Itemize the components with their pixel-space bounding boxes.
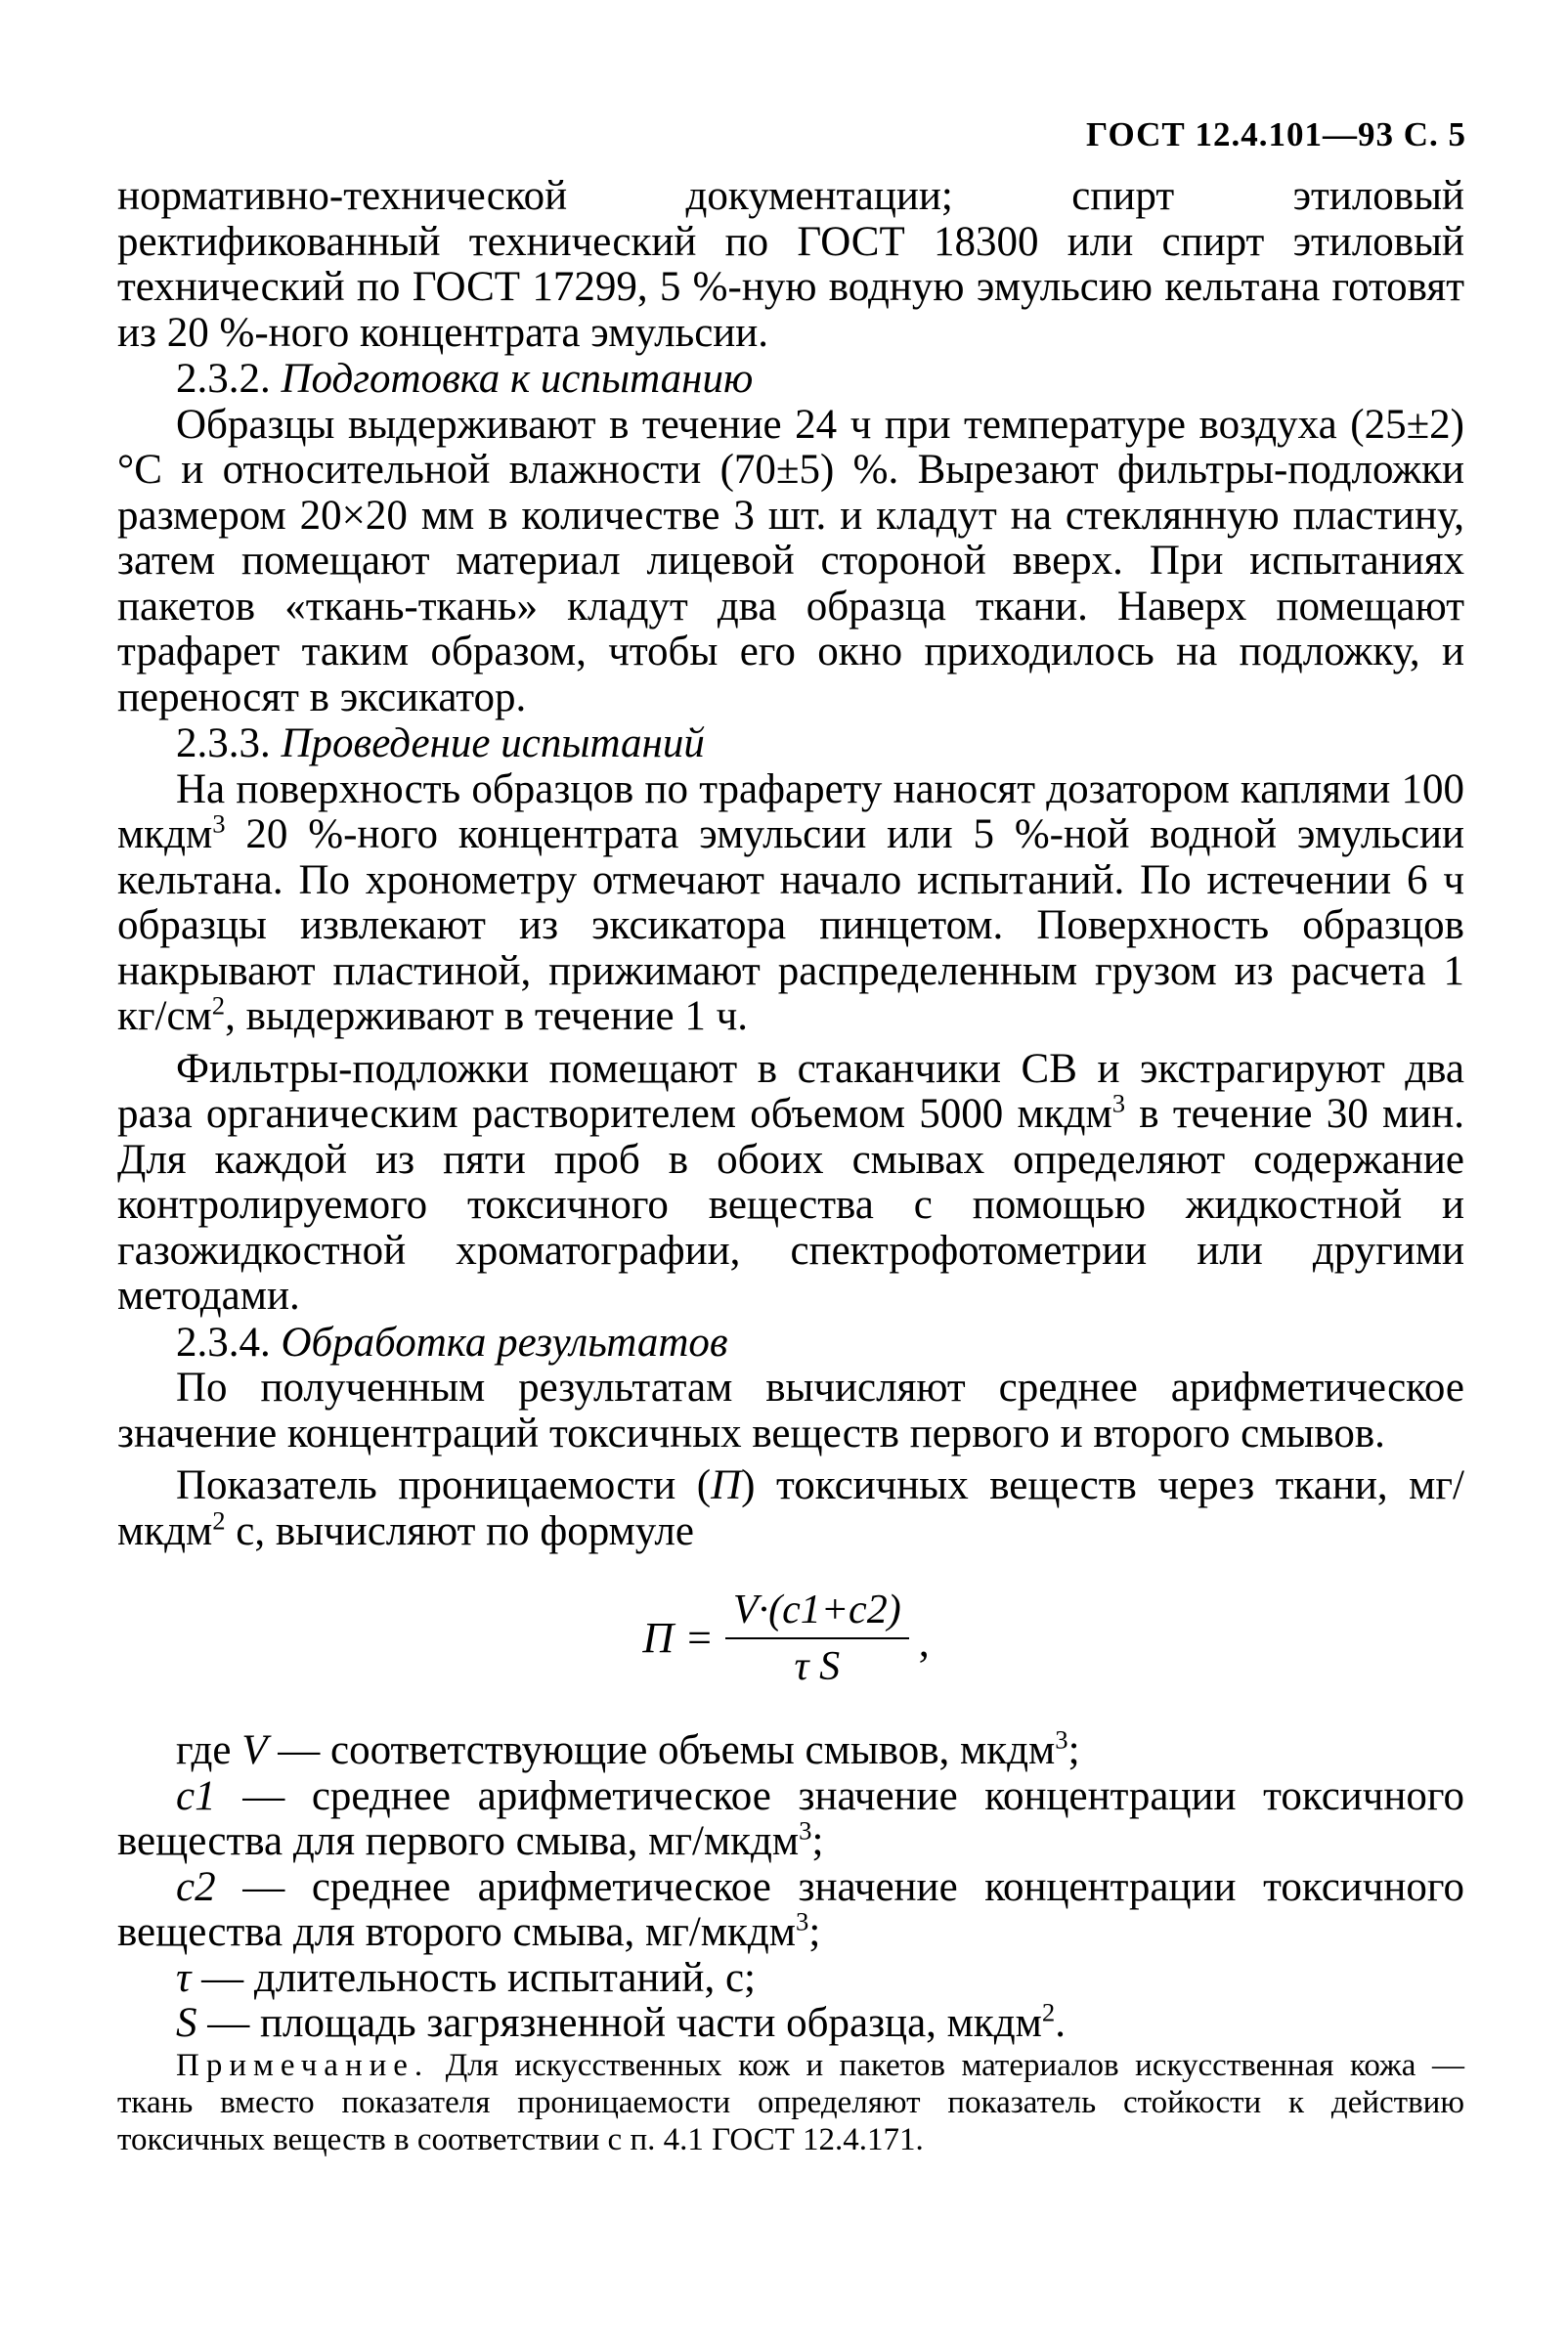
section-number: 2.3.4.: [176, 1319, 271, 1366]
paragraph-continuation: нормативно-технической документации; спирт этиловый ректификованный технический по ГОСТ 18300 или спирт этиловый технический по ГОСТ 17299, 5 %-ную водную эмульсию кельтана готовят из 20 %-ного концентрата эмульсии.: [117, 173, 1464, 356]
superscript: 3: [799, 1815, 812, 1846]
paragraph-permeability: Показатель проницаемости (П) токсичных веществ через ткани, мг/мкдм$^2$ с, вычисляют по формуле: [117, 1462, 1464, 1554]
section-title: Подготовка к испытанию: [281, 356, 754, 402]
formula-numerator: V·(c1+c2): [725, 1587, 909, 1639]
document-body: [117, 174, 1464, 2158]
formula-denominator: τ S: [794, 1644, 841, 1689]
paragraph-testing: На поверхность образцов по трафарету наносят дозатором каплями 100 мкдм$^3$ 20 %-ного концентрата эмульсии или 5 %-ной водной эмульсии кельтана. По хронометру отмечают начало испытаний. По истечении 6 ч образцы извлекают из эксикатора пинцетом. Поверхность образцов накрывают пластиной, прижимают распределенным грузом из расчета 1 $кг/см^2$, выдерживают в течение 1 ч.: [117, 765, 1464, 1039]
paragraph-extraction: Фильтры-подложки помещают в стаканчики СВ и экстрагируют два раза органическим растворителем объемом 5000 мкдм$^3$ в течение 30 мин. Для каждой из пяти проб в обоих смывах определяют содержание контролируемого токсичного вещества с помощью жидкостной и газожидкостной хроматографии, спектрофотометрии или другими методами.: [117, 1045, 1464, 1319]
superscript: 2: [212, 1505, 226, 1536]
section-title: Обработка результатов: [281, 1319, 728, 1366]
formula-lhs: П: [642, 1613, 675, 1662]
note-label: Примечание.: [176, 2047, 430, 2083]
paragraph-preparation: Образцы выдерживают в течение 24 ч при температуре воздуха (25±2) °С и относительной влажности (70±5) %. Вырезают фильтры-подложки размером 20×20 мм в количестве 3 шт. и кладут на стеклянную пластину, затем помещают материал лицевой стороной вверх. При испытаниях пакетов «ткань-ткань» кладут два образца ткани. Наверх помещают трафарет таким образом, чтобы его окно приходилось на подложку, и переносят в эксикатор.: [117, 401, 1464, 720]
superscript: 3: [212, 808, 226, 839]
legend-c2: c2 — среднее арифметическое значение концентрации токсичного вещества для второго смыва, мг/мкдм$^3$;: [117, 1863, 1464, 1955]
legend-s: S — площадь загрязненной части образца, мкдм$^2$.: [176, 1997, 1066, 2046]
note-text: Для искусственных кож и пакетов материалов искусственная кожа — ткань вместо показателя проницаемости определяют показатель стойкости к действию токсичных веществ в соответствии с п. 4.1 ГОСТ 12.4.171.: [117, 2047, 1464, 2157]
formula-comma: ,: [918, 1617, 930, 1666]
legend-tau: τ — длительность испытаний, с;: [176, 1954, 756, 2001]
superscript: 2: [211, 990, 226, 1021]
page-header: ГОСТ 12.4.101—93 С. 5: [1086, 115, 1466, 153]
section-heading-2-3-3: [117, 721, 1464, 767]
paragraph-results: По полученным результатам вычисляют среднее арифметическое значение концентраций токсичных веществ первого и второго смывов.: [117, 1365, 1464, 1457]
legend-v: где V — соответствующие объемы смывов, мкдм$^3$;: [176, 1724, 1080, 1773]
note: [117, 2047, 1464, 2158]
section-number: 2.3.3.: [176, 720, 271, 766]
formula-fraction: [725, 1587, 909, 1690]
section-heading-2-3-4: [117, 1321, 1464, 1367]
permeability-formula: [117, 1566, 1464, 1711]
section-title: Проведение испытаний: [281, 720, 705, 766]
section-heading-2-3-2: [117, 357, 1464, 403]
legend-c1: c1 — среднее арифметическое значение концентрации токсичного вещества для первого смыва, мг/мкдм$^3$;: [117, 1772, 1464, 1864]
superscript: 3: [1111, 1088, 1126, 1118]
superscript: 2: [1041, 1997, 1056, 2027]
formula-equals: =: [687, 1613, 712, 1662]
superscript: 3: [795, 1906, 809, 1936]
superscript: 3: [1055, 1724, 1068, 1755]
section-number: 2.3.2.: [176, 356, 271, 402]
